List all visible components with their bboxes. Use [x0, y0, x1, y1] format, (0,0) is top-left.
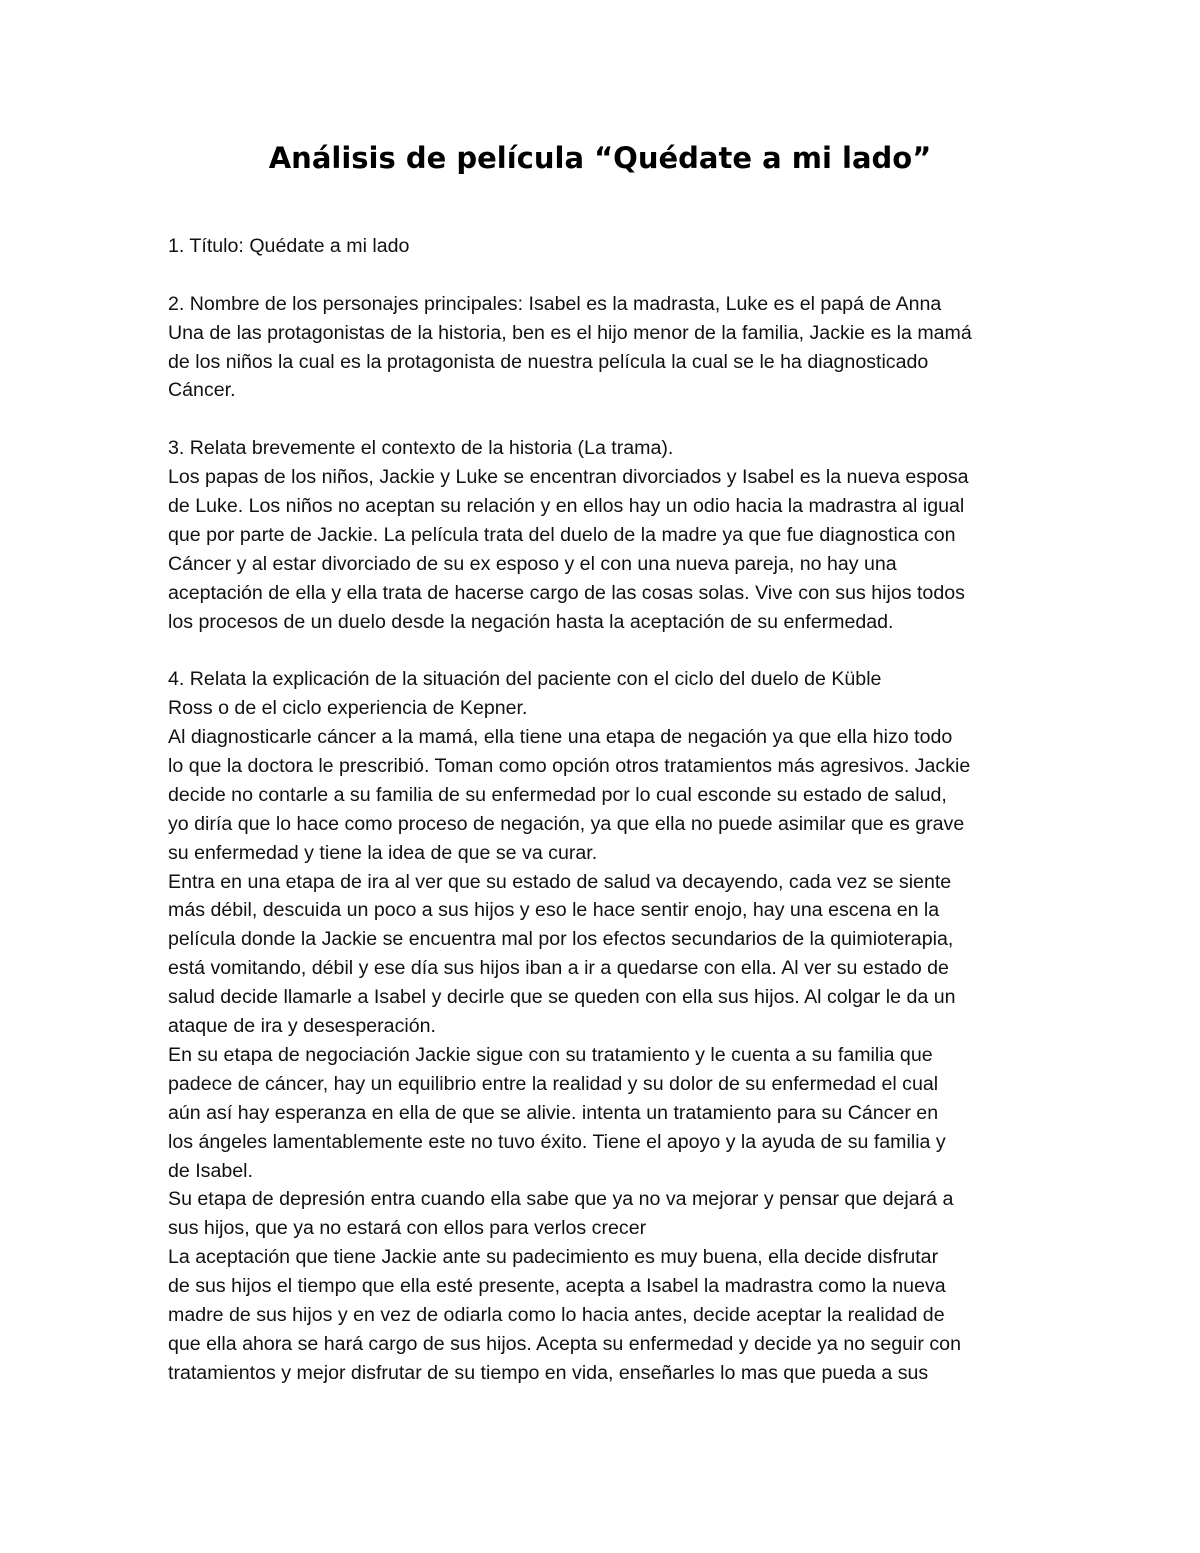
- text-line: sus hijos, que ya no estará con ellos para verlos crecer: [168, 1217, 647, 1240]
- paragraph-gap: [168, 261, 1048, 290]
- text-line: su enfermedad y tiene la idea de que se va curar.: [168, 841, 598, 864]
- text-line: ataque de ira y desesperación.: [168, 1015, 436, 1038]
- text-line: aceptación de ella y ella trata de hacerse cargo de las cosas solas. Vive con sus hijos todos: [168, 581, 965, 604]
- text-line: los procesos de un duelo desde la negación hasta la aceptación de su enfermedad.: [168, 610, 894, 633]
- text-line: La aceptación que tiene Jackie ante su padecimiento es muy buena, ella decide disfrutar: [168, 1246, 939, 1269]
- text-line: 4. Relata la explicación de la situación del paciente con el ciclo del duelo de Küble: [168, 668, 882, 691]
- text-line: está vomitando, débil y ese día sus hijos iban a ir a quedarse con ella. Al ver su estado de: [168, 957, 949, 980]
- text-line: aún así hay esperanza en ella de que se alivie. intenta un tratamiento para su Cáncer en: [168, 1101, 939, 1124]
- text-line: Cáncer.: [168, 379, 236, 402]
- text-line: 1. Título: Quédate a mi lado: [168, 235, 410, 257]
- paragraph-gap: [168, 405, 1048, 434]
- text-line: Ross o de el ciclo experiencia de Kepner.: [168, 697, 528, 720]
- text-line: película donde la Jackie se encuentra mal por los efectos secundarios de la quimioterapia,: [168, 928, 954, 951]
- text-line: tratamientos y mejor disfrutar de su tiempo en vida, enseñarles lo mas que pueda a sus: [168, 1361, 929, 1384]
- text-line: de Luke. Los niños no aceptan su relación y en ellos hay un odio hacia la madrastra al igual: [168, 495, 965, 518]
- text-line: 2. Nombre de los personajes principales: Isabel es la madrasta, Luke es el papá de Anna: [168, 292, 942, 315]
- document-body: [168, 232, 1048, 1388]
- text-line: padece de cáncer, hay un equilibrio entre la realidad y su dolor de su enfermedad el cual: [168, 1072, 939, 1095]
- text-line: Una de las protagonistas de la historia, ben es el hijo menor de la familia, Jackie es la mamá: [168, 321, 972, 344]
- text-line: Al diagnosticarle cáncer a la mamá, ella tiene una etapa de negación ya que ella hizo todo: [168, 726, 953, 749]
- text-line: Entra en una etapa de ira al ver que su estado de salud va decayendo, cada vez se siente: [168, 870, 952, 893]
- text-line: de sus hijos el tiempo que ella esté presente, acepta a Isabel la madrastra como la nueva: [168, 1275, 946, 1298]
- text-line: En su etapa de negociación Jackie sigue con su tratamiento y le cuenta a su familia que: [168, 1043, 933, 1066]
- text-line: Los papas de los niños, Jackie y Luke se encentran divorciados y Isabel es la nueva esposa: [168, 466, 969, 489]
- text-line: 3. Relata brevemente el contexto de la historia (La trama).: [168, 437, 674, 460]
- text-line: de Isabel.: [168, 1159, 253, 1182]
- text-line: lo que la doctora le prescribió. Toman como opción otros tratamientos más agresivos. Jackie: [168, 755, 971, 778]
- text-line: madre de sus hijos y en vez de odiarla como lo hacia antes, decide aceptar la realidad de: [168, 1303, 945, 1326]
- text-line: que por parte de Jackie. La película trata del duelo de la madre ya que fue diagnostica con: [168, 523, 956, 546]
- text-line: yo diría que lo hace como proceso de negación, ya que ella no puede asimilar que es grave: [168, 812, 965, 835]
- text-line: más débil, descuida un poco a sus hijos y eso le hace sentir enojo, hay una escena en la: [168, 899, 940, 922]
- paragraph-gap: [168, 636, 1048, 665]
- text-line: Su etapa de depresión entra cuando ella sabe que ya no va mejorar y pensar que dejará a: [168, 1188, 954, 1211]
- text-line: Cáncer y al estar divorciado de su ex esposo y el con una nueva pareja, no hay una: [168, 552, 897, 575]
- text-line: salud decide llamarle a Isabel y decirle que se queden con ella sus hijos. Al colgar le da un: [168, 986, 956, 1009]
- text-line: decide no contarle a su familia de su enfermedad por lo cual esconde su estado de salud,: [168, 783, 947, 806]
- text-line: los ángeles lamentablemente este no tuvo éxito. Tiene el apoyo y la ayuda de su familia y: [168, 1130, 946, 1153]
- document-title: Análisis de película “Quédate a mi lado”: [268, 141, 932, 175]
- text-line: que ella ahora se hará cargo de sus hijos. Acepta su enfermedad y decide ya no seguir con: [168, 1332, 961, 1355]
- text-line: de los niños la cual es la protagonista de nuestra película la cual se le ha diagnosticado: [168, 350, 929, 373]
